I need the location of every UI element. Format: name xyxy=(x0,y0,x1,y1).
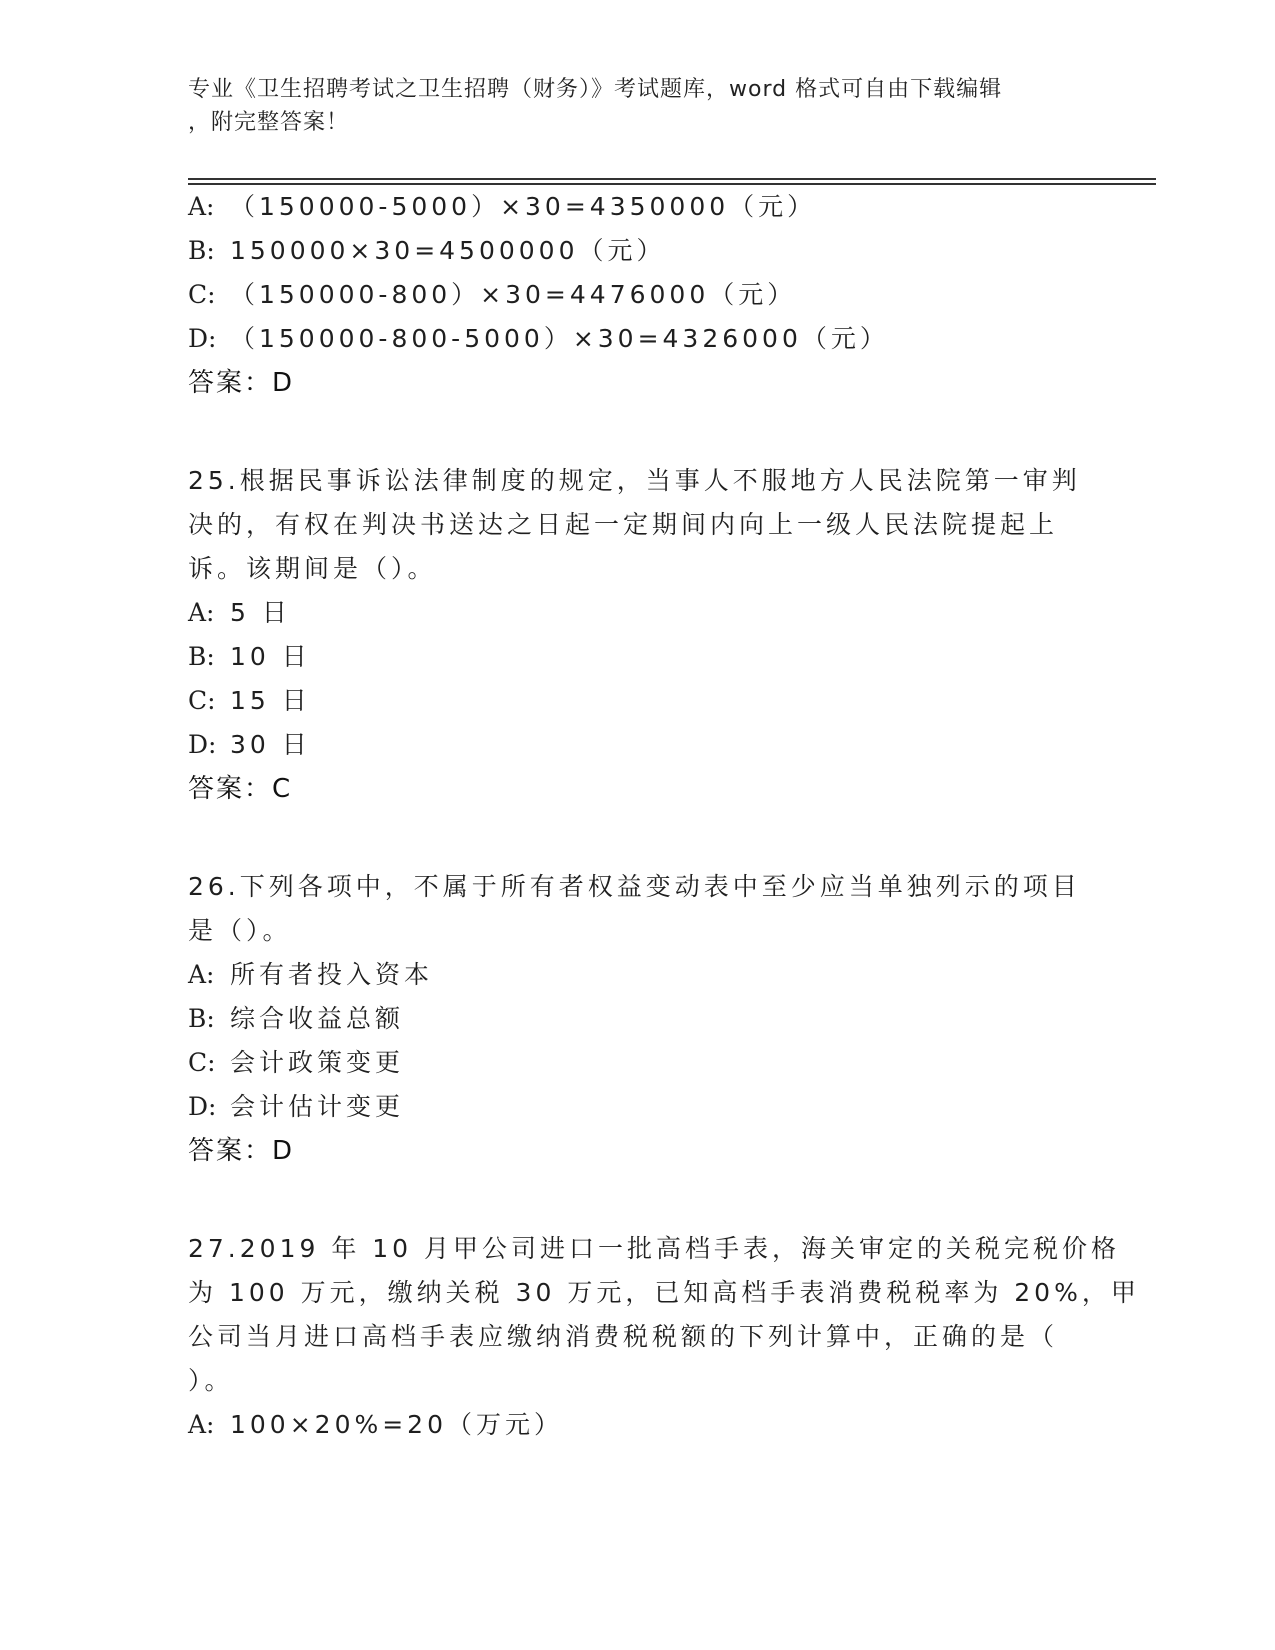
q24-option-c xyxy=(188,272,796,318)
q24-option-b xyxy=(188,228,665,274)
option-text: 所有者投入资本 xyxy=(230,960,434,989)
q26-stem-line-1: 26.下列各项中，不属于所有者权益变动表中至少应当单独列示的项目 xyxy=(188,872,1081,901)
q26-option-d xyxy=(188,1084,404,1130)
option-text: 150000×30=4500000（元） xyxy=(230,236,666,265)
option-text: 会计政策变更 xyxy=(230,1048,405,1077)
option-label: C: xyxy=(188,686,216,715)
option-label: D: xyxy=(188,730,217,759)
option-text: （150000-5000）×30=4350000（元） xyxy=(230,192,817,221)
q26-answer: 答案：D xyxy=(188,1136,295,1166)
q25-stem-line-2: 决的，有权在判决书送达之日起一定期间内向上一级人民法院提起上 xyxy=(188,510,1059,539)
q24-option-a xyxy=(188,184,816,230)
option-text: 30 日 xyxy=(230,730,311,759)
document-header xyxy=(188,73,1088,139)
q26-option-c xyxy=(188,1040,404,1086)
option-text: 15 日 xyxy=(230,686,311,715)
option-text: 10 日 xyxy=(230,642,311,671)
option-label: A: xyxy=(188,960,215,989)
q25-option-a xyxy=(188,590,291,636)
option-label: D: xyxy=(188,1092,217,1121)
q27-stem-line-2: 为 100 万元，缴纳关税 30 万元，已知高档手表消费税税率为 20%，甲 xyxy=(188,1278,1140,1307)
q25-option-c xyxy=(188,678,311,724)
option-label: B: xyxy=(188,236,215,265)
option-text: 100×20%=20（万元） xyxy=(230,1410,563,1439)
q26-option-a xyxy=(188,952,433,998)
q26-stem-line-2: 是（）。 xyxy=(188,916,292,945)
option-text: 综合收益总额 xyxy=(230,1004,405,1033)
option-label: B: xyxy=(188,642,215,671)
q24-option-d xyxy=(188,316,889,362)
option-label: D: xyxy=(188,324,217,353)
q27-stem-line-3: 公司当月进口高档手表应缴纳消费税税额的下列计算中，正确的是（ xyxy=(188,1322,1059,1351)
option-label: C: xyxy=(188,280,216,309)
q26-option-b xyxy=(188,996,404,1042)
q25-stem-line-1: 25.根据民事诉讼法律制度的规定，当事人不服地方人民法院第一审判 xyxy=(188,466,1081,495)
q25-stem-line-3: 诉。该期间是（）。 xyxy=(188,554,437,583)
option-text: （150000-800）×30=4476000（元） xyxy=(230,280,797,309)
option-text: （150000-800-5000）×30=4326000（元） xyxy=(230,324,889,353)
option-label: C: xyxy=(188,1048,216,1077)
q27-option-a xyxy=(188,1402,563,1448)
option-label: A: xyxy=(188,598,215,627)
q27-stem-line-4: ）。 xyxy=(188,1366,234,1395)
q25-answer: 答案：C xyxy=(188,774,293,804)
q24-answer: 答案：D xyxy=(188,368,295,398)
header-divider-top xyxy=(188,178,1156,180)
option-label: B: xyxy=(188,1004,215,1033)
option-label: A: xyxy=(188,192,215,221)
q25-option-b xyxy=(188,634,311,680)
option-text: 5 日 xyxy=(230,598,291,627)
q25-option-d xyxy=(188,722,311,768)
header-line-2: ，附完整答案！ xyxy=(188,110,350,135)
option-text: 会计估计变更 xyxy=(230,1092,405,1121)
option-label: A: xyxy=(188,1410,215,1439)
header-line-1: 专业《卫生招聘考试之卫生招聘（财务）》考试题库，word 格式可自由下载编辑 xyxy=(188,77,1003,102)
q27-stem-line-1: 27.2019 年 10 月甲公司进口一批高档手表，海关审定的关税完税价格 xyxy=(188,1234,1121,1263)
